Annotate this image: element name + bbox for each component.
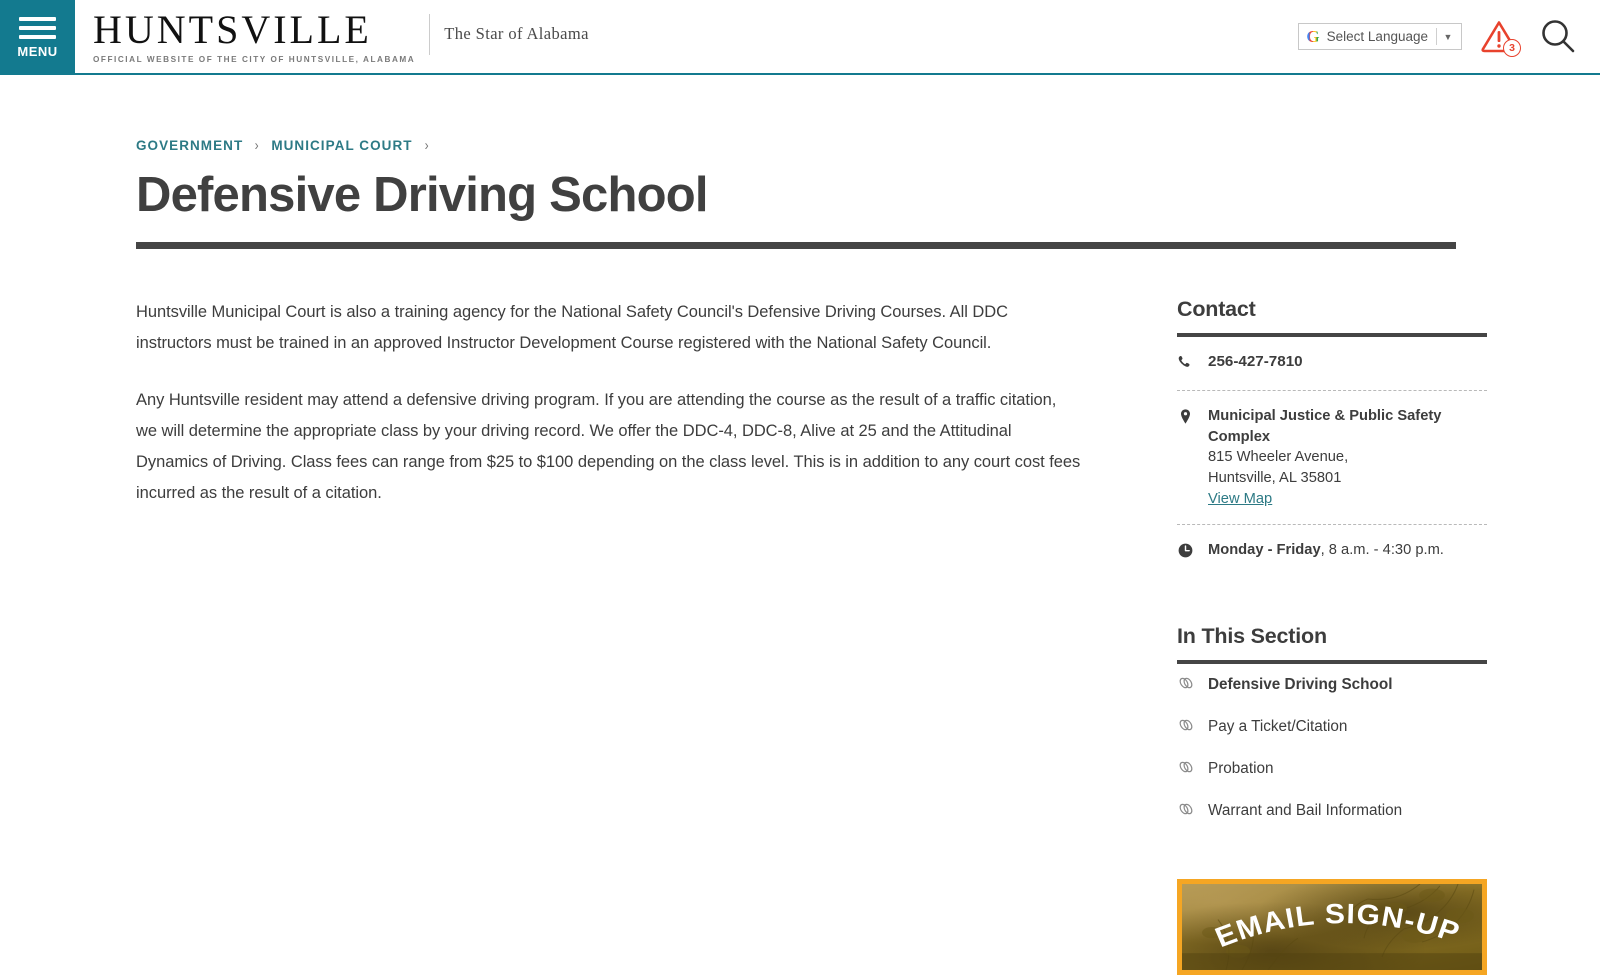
- contact-hours-row: [1177, 524, 1487, 578]
- alert-count-badge: 3: [1503, 39, 1521, 57]
- map-pin-icon: [1177, 406, 1208, 430]
- section-link-label: Defensive Driving School: [1208, 676, 1393, 694]
- hamburger-icon: [19, 17, 56, 44]
- alert-button[interactable]: [1480, 17, 1520, 57]
- phone-icon: [1177, 352, 1208, 376]
- section-link-defensive-driving-school[interactable]: [1177, 664, 1487, 706]
- section-link-pay-a-ticket-citation[interactable]: [1177, 706, 1487, 748]
- logo-divider: [429, 14, 430, 55]
- section-link-label: Probation: [1208, 760, 1274, 778]
- logo-tagline: The Star of Alabama: [444, 23, 589, 43]
- link-chain-icon: [1177, 758, 1208, 781]
- page-body: [0, 75, 1600, 975]
- contact-phone-row: [1177, 337, 1487, 390]
- sidebar: [1177, 297, 1487, 975]
- contact-location-name: Municipal Justice & Public Safety Complex: [1208, 408, 1442, 445]
- page-title: Defensive Driving School: [136, 168, 708, 222]
- main-content: [136, 297, 1081, 535]
- svg-text:EMAIL SIGN-UP: [1211, 899, 1464, 954]
- email-signup-banner[interactable]: [1177, 879, 1487, 975]
- in-this-section-heading: In This Section: [1177, 623, 1327, 648]
- contact-heading: Contact: [1177, 297, 1256, 322]
- site-header: [0, 0, 1600, 75]
- logo-wordmark: HUNTSVILLE: [93, 6, 372, 52]
- chevron-down-icon: ▼: [1443, 31, 1453, 42]
- section-link-warrant-and-bail-information[interactable]: [1177, 790, 1487, 832]
- breadcrumb-item-municipal-court[interactable]: MUNICIPAL COURT: [271, 138, 413, 153]
- breadcrumb-separator-icon: ›: [424, 137, 430, 154]
- google-icon: G: [1306, 27, 1320, 46]
- contact-address-row: [1177, 390, 1487, 524]
- language-selector[interactable]: [1298, 23, 1462, 50]
- link-chain-icon: [1177, 716, 1208, 739]
- contact-hours-time: , 8 a.m. - 4:30 p.m.: [1320, 541, 1444, 558]
- title-divider: [136, 242, 1456, 249]
- breadcrumb-item-government[interactable]: GOVERNMENT: [136, 138, 244, 153]
- breadcrumb-separator-icon: ›: [254, 137, 260, 154]
- site-logo[interactable]: [75, 0, 589, 73]
- header-actions: [1298, 0, 1600, 73]
- breadcrumb: [136, 75, 1476, 154]
- logo-subtitle: OFFICIAL WEBSITE OF THE CITY OF HUNTSVILLE, ALABAMA: [93, 54, 416, 64]
- language-selector-label: Select Language: [1326, 29, 1428, 44]
- view-map-link[interactable]: View Map: [1208, 491, 1273, 508]
- email-signup-text: EMAIL SIGN-UP: [1210, 898, 1465, 954]
- link-chain-icon: [1177, 800, 1208, 823]
- search-button[interactable]: [1538, 17, 1578, 57]
- section-link-label: Pay a Ticket/Citation: [1208, 718, 1348, 736]
- menu-button[interactable]: [0, 0, 75, 73]
- in-this-section: [1177, 624, 1487, 832]
- contact-hours-days: Monday - Friday: [1208, 541, 1321, 558]
- section-link-label: Warrant and Bail Information: [1208, 802, 1403, 820]
- email-signup-banner-art: [1182, 884, 1482, 970]
- contact-address-line-2: Huntsville, AL 35801: [1208, 469, 1342, 486]
- contact-address-line-1: 815 Wheeler Avenue,: [1208, 449, 1349, 466]
- link-chain-icon: [1177, 674, 1208, 697]
- section-link-probation[interactable]: [1177, 748, 1487, 790]
- body-paragraph: Any Huntsville resident may attend a defensive driving program. If you are attending the course as the result of a traffic citation, we will determine the appropriate class by your driving record. We offer the DDC-4, DDC-8, Alive at 25 and the Attitudinal Dynamics of Driving. Class fees can range from $25 to $100 depending on the class level. This is in addition to any court cost fees incurred as the result of a citation.: [136, 391, 1081, 503]
- content-columns: [136, 297, 1476, 975]
- contact-phone-number[interactable]: 256-427-7810: [1208, 353, 1303, 371]
- clock-icon: [1177, 540, 1208, 564]
- body-paragraph: Huntsville Municipal Court is also a training agency for the National Safety Council's Defensive Driving Courses. All DDC instructors must be trained in an approved Instructor Development Course registered with the National Safety Council.: [136, 303, 1008, 353]
- search-icon: [1538, 17, 1578, 57]
- menu-button-label: MENU: [17, 44, 58, 59]
